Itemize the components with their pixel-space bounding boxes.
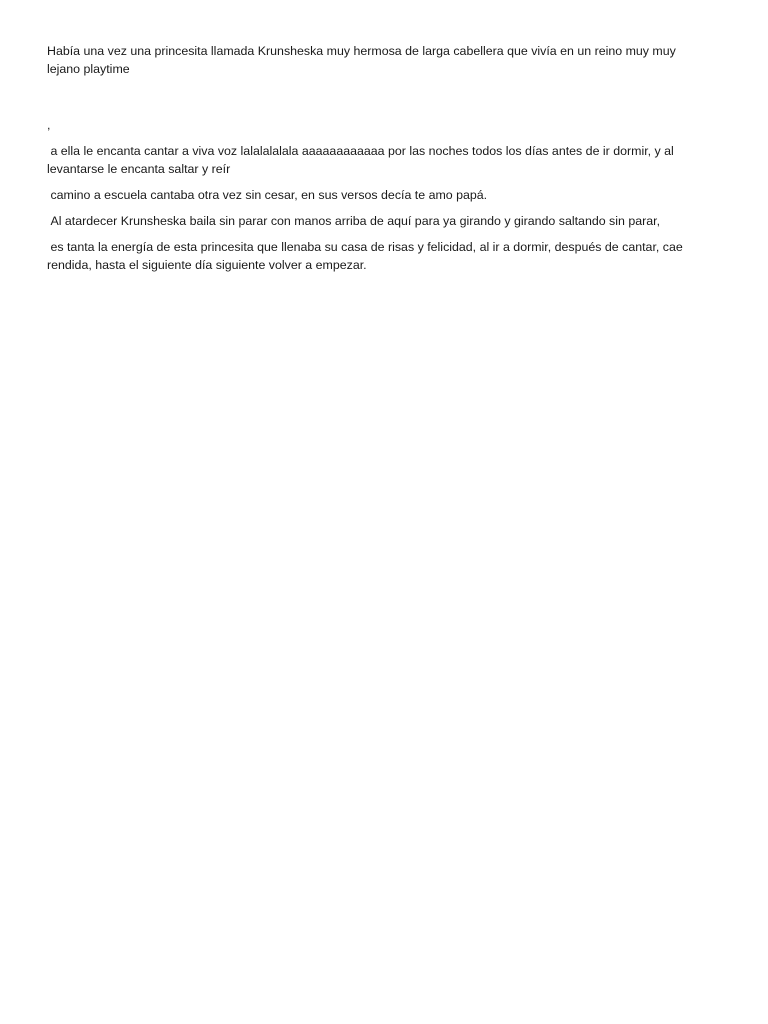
paragraph-comma: , [47,118,51,132]
paragraph-school: camino a escuela cantaba otra vez sin cesar, en sus versos decía te amo papá. [47,188,488,202]
document-body [47,42,707,274]
paragraph-dancing: Al atardecer Krunsheska baila sin parar con manos arriba de aquí para ya girando y girando saltando sin parar, [47,214,661,228]
paragraph-intro: Había una vez una princesita llamada Krunsheska muy hermosa de larga cabellera que vivía en un reino muy muy lejano playtime [47,44,680,76]
paragraph-singing: a ella le encanta cantar a viva voz lalalalalala aaaaaaaaaaaa por las noches todos los días antes de ir dormir, y al levantarse le encanta saltar y reír [47,144,678,176]
paragraph-energy: es tanta la energía de esta princesita que llenaba su casa de risas y felicidad, al ir a dormir, después de cantar, cae rendida, hasta el siguiente día siguiente volver a empezar. [47,240,687,272]
